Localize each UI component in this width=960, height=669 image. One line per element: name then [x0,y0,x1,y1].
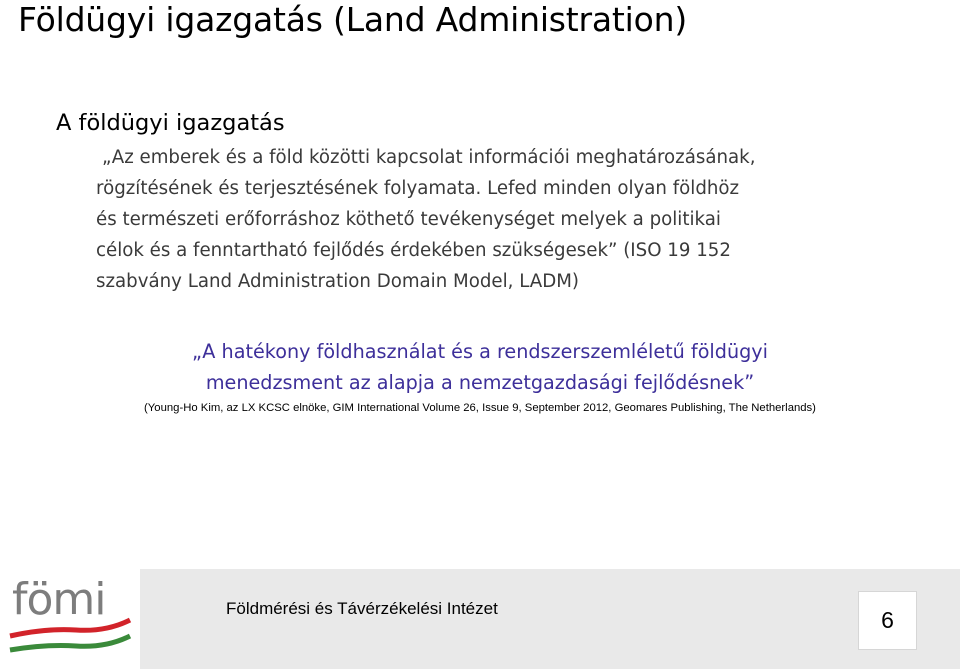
definition-line: szabvány Land Administration Domain Model, LADM) [96,271,579,292]
quote-citation: (Young-Ho Kim, az LX KCSC elnöke, GIM International Volume 26, Issue 9, September 2012, Geomares Publishing, The Netherlands) [144,402,816,414]
section-heading: A földügyi igazgatás [56,110,285,136]
highlight-line: menedzsment az alapja a nemzetgazdasági fejlődésnek” [205,371,755,394]
page-number: 6 [858,591,917,650]
definition-line: célok és a fenntartható fejlődés érdekében szükségesek” (ISO 19 152 [96,240,731,261]
slide-title: Földügyi igazgatás (Land Administration) [18,0,688,39]
definition-line: rögzítésének és terjesztésének folyamata. Lefed minden olyan földhöz [96,178,740,199]
definition-quote [96,142,916,297]
highlight-quote [0,336,960,398]
definition-line: és természeti erőforráshoz köthető tevékenységet melyek a politikai [96,209,721,230]
logo-wordmark: fömi [12,574,106,625]
highlight-line: „A hatékony földhasználat és a rendszerszemléletű földügyi [192,340,768,363]
footer-institute: Földmérési és Távérzékelési Intézet [226,599,498,618]
slide-content [56,108,946,144]
fomi-logo [6,570,136,665]
definition-line: „Az emberek és a föld közötti kapcsolat információi meghatározásának, [102,147,756,168]
